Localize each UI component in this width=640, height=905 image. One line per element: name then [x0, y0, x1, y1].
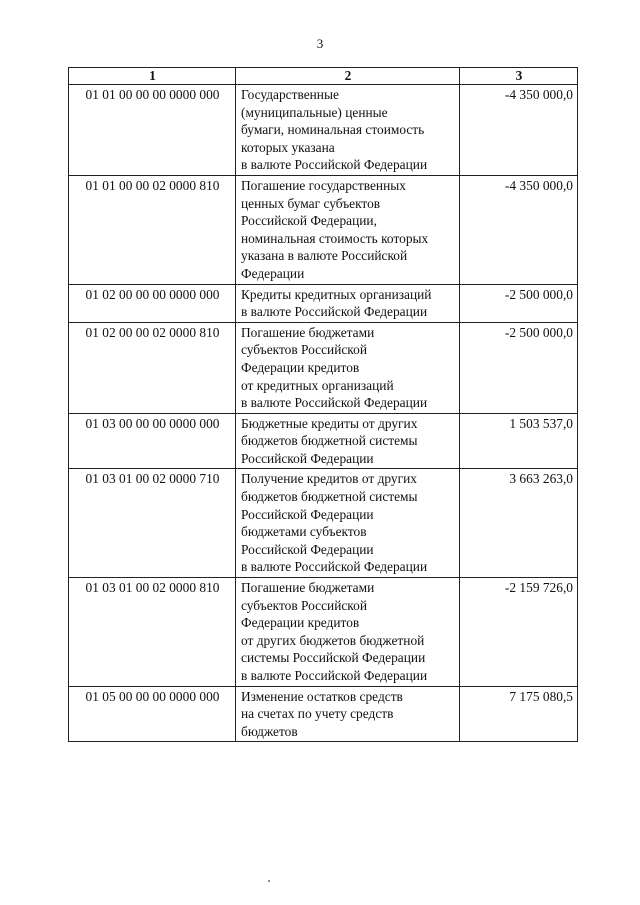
row-name: Погашение бюджетами субъектов Российской Федерации кредитов от кредитных организаций в валюте Российской Федерации	[236, 322, 460, 413]
row-amount: 1 503 537,0	[460, 413, 578, 469]
row-name: Бюджетные кредиты от других бюджетов бюджетной системы Российской Федерации	[236, 413, 460, 469]
row-name: Получение кредитов от других бюджетов бюджетной системы Российской Федерации бюджетами субъектов Российской Федерации в валюте Российской Федерации	[236, 469, 460, 578]
row-code: 01 02 00 00 02 0000 810	[69, 322, 236, 413]
row-amount: -4 350 000,0	[460, 85, 578, 176]
table-row	[69, 413, 578, 469]
row-code: 01 01 00 00 00 0000 000	[69, 85, 236, 176]
row-amount: 3 663 263,0	[460, 469, 578, 578]
row-name: Изменение остатков средств на счетах по учету средств бюджетов	[236, 686, 460, 742]
row-amount: -4 350 000,0	[460, 175, 578, 284]
row-name: Погашение государственных ценных бумаг субъектов Российской Федерации, номинальная стоимость которых указана в валюте Российской Федерации	[236, 175, 460, 284]
table-row	[69, 686, 578, 742]
table-header-row	[69, 68, 578, 85]
row-code: 01 02 00 00 00 0000 000	[69, 284, 236, 322]
row-name: Государственные (муниципальные) ценные бумаги, номинальная стоимость которых указана в валюте Российской Федерации	[236, 85, 460, 176]
table-row	[69, 284, 578, 322]
row-name: Кредиты кредитных организаций в валюте Российской Федерации	[236, 284, 460, 322]
budget-sources-table	[68, 67, 578, 742]
column-header-amount: 3	[460, 68, 578, 85]
table-row	[69, 578, 578, 687]
table-row	[69, 322, 578, 413]
row-code: 01 03 01 00 02 0000 710	[69, 469, 236, 578]
row-code: 01 03 01 00 02 0000 810	[69, 578, 236, 687]
table-row	[69, 175, 578, 284]
row-code: 01 05 00 00 00 0000 000	[69, 686, 236, 742]
column-header-name: 2	[236, 68, 460, 85]
page-number: 3	[316, 36, 324, 51]
table-row	[69, 85, 578, 176]
row-amount: 7 175 080,5	[460, 686, 578, 742]
row-amount: -2 500 000,0	[460, 322, 578, 413]
row-amount: -2 500 000,0	[460, 284, 578, 322]
row-name: Погашение бюджетами субъектов Российской Федерации кредитов от других бюджетов бюджетной системы Российской Федерации в валюте Российской Федерации	[236, 578, 460, 687]
table-row	[69, 469, 578, 578]
column-header-code: 1	[69, 68, 236, 85]
scan-speck-dot	[268, 880, 270, 882]
row-code: 01 03 00 00 00 0000 000	[69, 413, 236, 469]
row-amount: -2 159 726,0	[460, 578, 578, 687]
row-code: 01 01 00 00 02 0000 810	[69, 175, 236, 284]
